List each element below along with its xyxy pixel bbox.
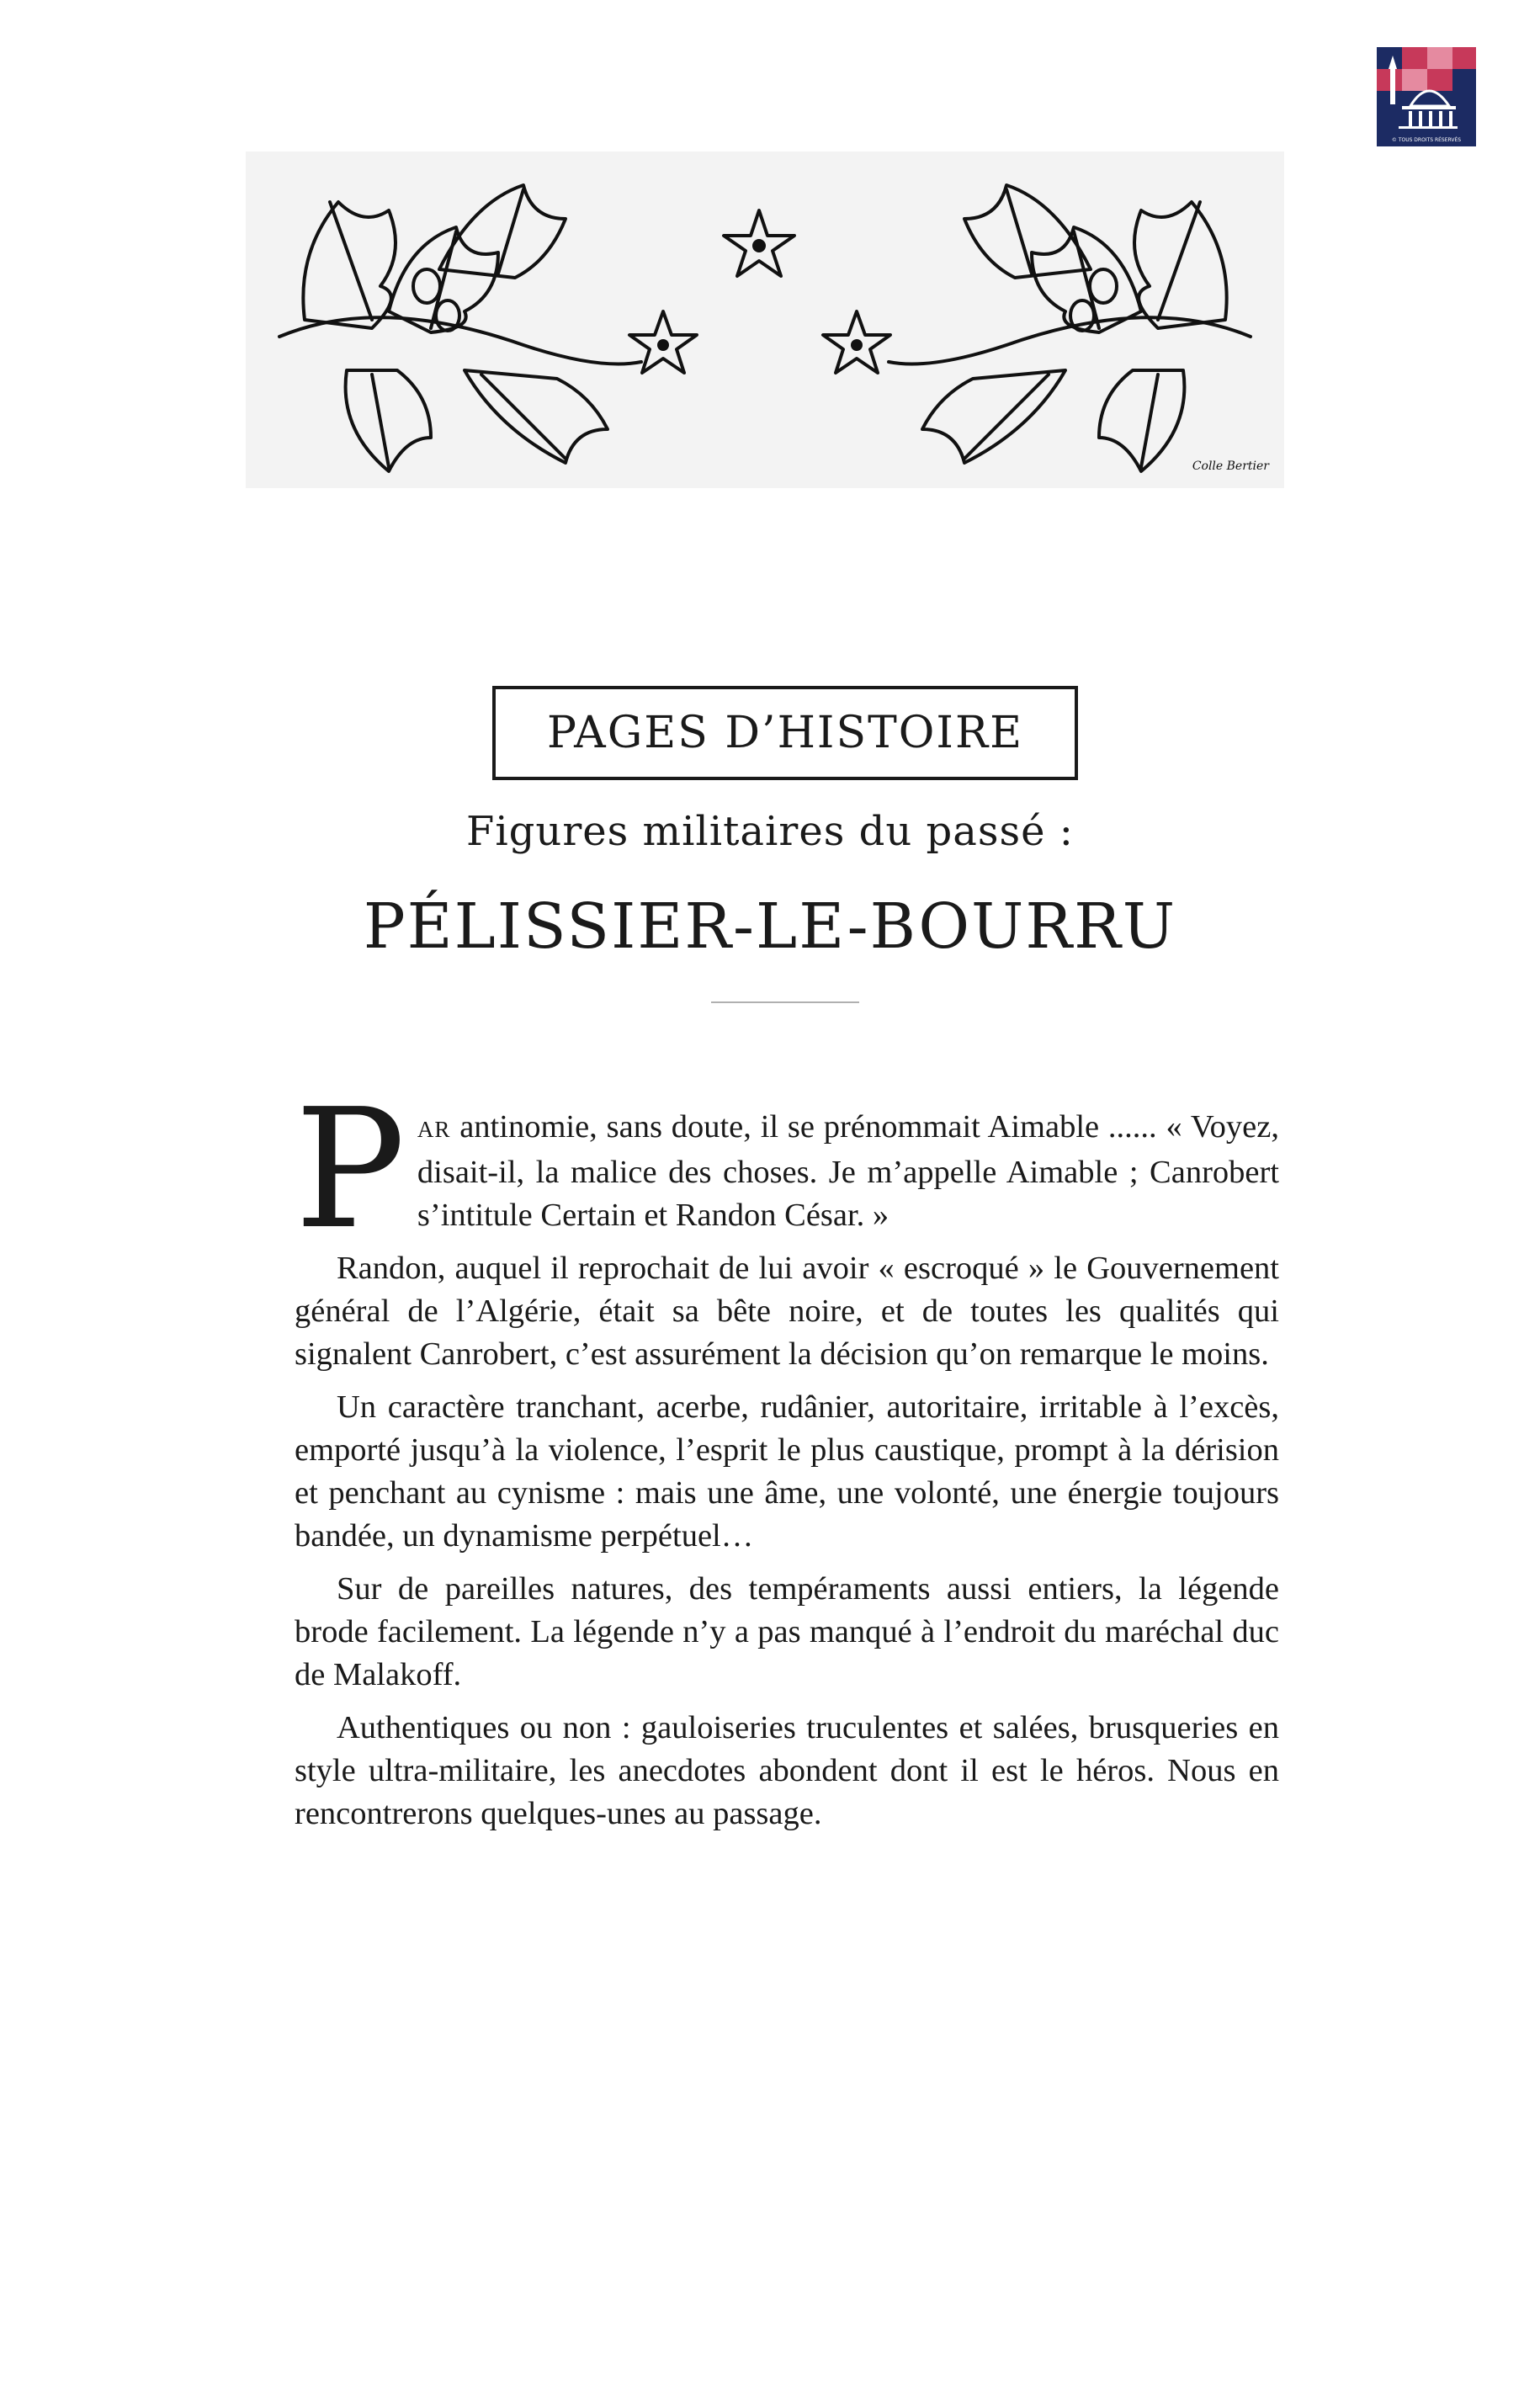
oak-leaves-and-stars-icon bbox=[246, 151, 1284, 488]
title-divider bbox=[711, 1001, 859, 1003]
article-title: PÉLISSIER-LE-BOURRU bbox=[363, 890, 1177, 963]
article-paragraph: Un caractère tranchant, acerbe, rudânier, autoritaire, irritable à l’excès, emporté jusqu’à la violence, l’esprit le plus caustique, prompt à la dérision et penchant au cynisme : mais une âme, une volonté, une énergie toujours bandée, un dynamisme perpétuel… bbox=[295, 1389, 1279, 1554]
engraver-signature: Colle Bertier bbox=[1192, 459, 1269, 473]
opening-smallcaps: AR bbox=[417, 1117, 451, 1142]
article-body bbox=[295, 1074, 1279, 1846]
article-paragraph: Authentiques ou non : gauloiseries truculentes et salées, brusqueries en style ultra-militaire, les anecdotes abondent dont il est le héros. Nous en rencontrerons quelques-unes au passage. bbox=[295, 1710, 1279, 1831]
oak-leaves-engraving bbox=[246, 151, 1284, 488]
paragraph-text: antinomie, sans doute, il se prénommait Aimable ...... « Voyez, disait-il, la malice des choses. Je m’appelle Aimable ; Canrobert s’intitule Certain et Randon César. » bbox=[417, 1109, 1279, 1233]
article-subtitle: Figures militaires du passé : bbox=[466, 808, 1074, 855]
rubric-box bbox=[492, 686, 1078, 780]
article-paragraph: Sur de pareilles natures, des tempéraments aussi entiers, la légende brode facilement. La légende n’y a pas manqué à l’endroit du maréchal duc de Malakoff. bbox=[295, 1571, 1279, 1692]
drop-cap: P bbox=[295, 1074, 406, 1266]
logo-caption: © TOUS DROITS RÉSERVÉS bbox=[1377, 135, 1476, 146]
article-paragraph: Randon, auquel il reprochait de lui avoir « escroqué » le Gouvernement général de l’Algérie, était sa bête noire, et de toutes les qualités qui signalent Canrobert, c’est assurément la décision qu’on remarque le moins. bbox=[295, 1251, 1279, 1372]
rubric-label: PAGES D’HISTOIRE bbox=[546, 708, 1024, 758]
building-dome-logo-icon bbox=[1377, 47, 1476, 135]
publisher-logo bbox=[1377, 47, 1476, 146]
article-paragraph bbox=[295, 1074, 1279, 1266]
